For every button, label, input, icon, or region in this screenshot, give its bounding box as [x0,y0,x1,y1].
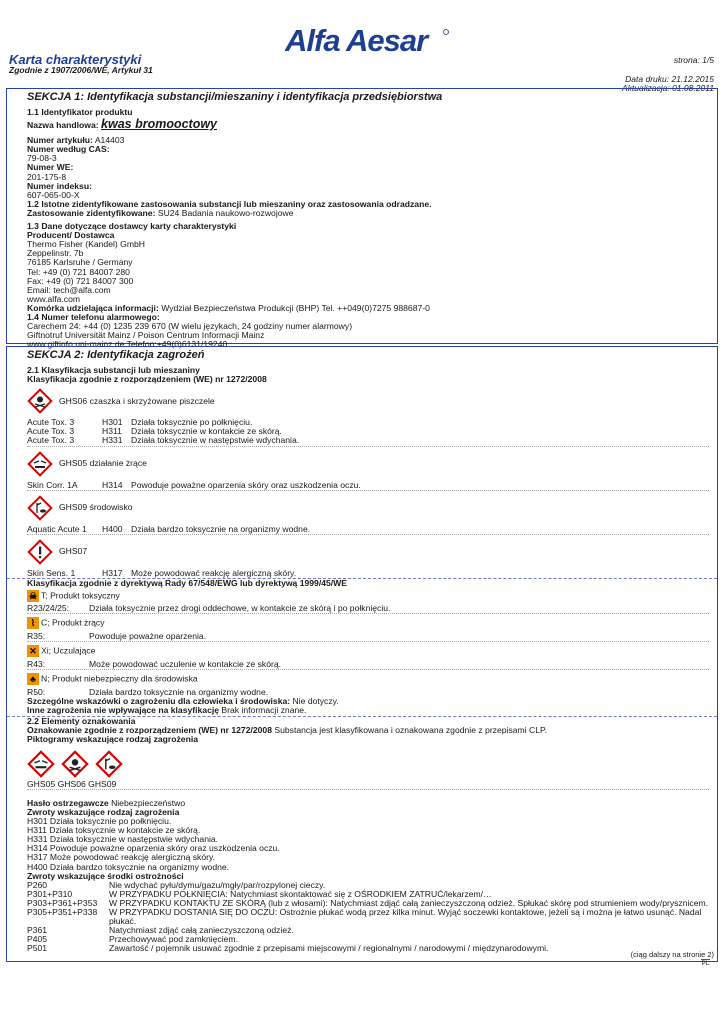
hazard-code: H301 [102,417,123,428]
ghs07-row [27,539,709,565]
p-text: W PRZYPADKU KONTAKTU ZE SKÓRĄ (lub z włosami): Natychmiast zdjąć całą zanieczyszczoną odzież. Spłukać skórę pod strumieniem wody/prysznicem. [109,897,709,908]
ghs06-skull-icon [27,388,53,414]
ghs09-label: GHS09 środowisko [59,502,133,513]
hazard-class: Skin Corr. 1A [27,479,78,490]
emergency-line: www.giftinfo.uni-mainz.de Telefon:+49(0)6131/19240 [27,340,228,350]
ghs06-skull-icon [61,750,89,778]
ghs06-label: GHS06 czaszka i skrzyżowane piszczele [59,395,215,406]
label-value: Substancja jest klasyfikowana i oznakowana zgodnie z przepisami CLP. [274,725,547,735]
hazard-class: Aquatic Acute 1 [27,523,87,534]
p-text: Natychmiast zdjąć całą zanieczyszczoną odzież. [109,925,294,936]
eu-symbol-label: C; Produkt żrący [41,617,105,628]
ghs05-row [27,451,709,477]
alfa-aesar-logo [285,24,450,56]
logo-text: Alfa Aesar [285,24,428,58]
p-code: P361 [27,925,48,936]
hazard-class: Acute Tox. 3 [27,417,75,428]
hazard-class: Acute Tox. 3 [27,426,75,437]
hazard-text: Działa toksycznie w kontakcie ze skórą. [131,426,282,437]
eu-symbol-label: N; Produkt niebezpieczny dla środowiska [41,673,198,684]
ghs07-label: GHS07 [59,546,88,557]
trade-name-label: Nazwa handlowa: [27,120,99,131]
trade-name-row [27,117,709,132]
document-title: Karta charakterystyki [9,52,142,67]
hazard-code: H331 [102,435,123,446]
info-value: Wydział Bezpieczeństwa Produkcji (BHP) Tel. ++049(0)7275 988687-0 [161,303,430,313]
print-date: Data druku: 21.12.2015 [625,73,714,84]
update-date: Aktualizacja: 01.08.2011 [622,83,714,93]
p-text: W PRZYPADKU POŁKNIĘCIA: Natychmiast skontaktować się z OŚRODKIEM ZATRUĆ/lekarzem/… [109,888,492,899]
hazard-text: Powoduje poważne oparzenia skóry oraz uszkodzenia oczu. [131,479,361,490]
h-heading: Zwroty wskazujące rodzaj zagrożenia [27,807,180,817]
section-2 [6,346,718,962]
document-subtitle: Zgodnie z 1907/2006/WE, Artykuł 31 [9,65,153,75]
trade-name: kwas bromooctowy [101,117,218,132]
special-label: Szczególne wskazówki o zagrożeniu dla człowieka i środowiska: [27,697,291,707]
s12-heading: 1.2 Istotne zidentyfikowane zastosowania substancji lub mieszaniny oraz zastosowania odradzane. [27,199,432,209]
continued-note: (ciąg dalszy na stronie 2) [630,950,714,959]
ghs05-label: GHS05 działanie żrące [59,458,147,469]
hazard-code: H400 [102,523,123,534]
emergency-line: Carechem 24: +44 (0) 1235 239 670 (W wielu językach, 24 godziny numer alarmowy) [27,322,353,332]
r-code: R43: [27,659,46,670]
eu-symbol-row [27,617,709,629]
toxic-symbol-icon: ☠ [28,590,38,601]
hazard-code: H314 [102,479,123,490]
s22-heading: 2.2 Elementy oznakowania [27,716,136,726]
ghs09-environment-icon [95,750,123,778]
section-2-title: SEKCJA 2: Identyfikacja zagrożeń [27,349,205,361]
r-text: Działa toksycznie przez drogi oddechowe, w kontakcie ze skórą i po połknięciu. [89,602,391,613]
clp-heading: Klasyfikacja zgodnie z rozporządzeniem (WE) nr 1272/2008 [27,375,267,385]
p-code: P303+P361+P353 [27,897,98,908]
p-code: P405 [27,934,48,945]
language-code: PL [701,959,710,969]
cas-value: 79-08-3 [27,154,57,164]
r-text: Powoduje poważne oparzenia. [89,631,207,642]
logo-icon [285,24,450,58]
address-line: Tel: +49 (0) 721 84007 280 [27,267,130,277]
h-statement: H311 Działa toksycznie w kontakcie ze skórą. [27,826,201,836]
pictogram-row [27,750,709,778]
r-code: R23/24/25: [27,602,70,613]
signal-value: Niebezpieczeństwo [111,798,186,808]
index-label: Numer indeksu: [27,181,92,191]
website-link[interactable]: www.alfa.com [27,294,81,304]
eu-symbol-label: Xi; Uczulające [41,645,96,656]
article-label: Numer artykułu: [27,136,93,146]
h-statement: H331 Działa toksycznie w następstwie wdychania. [27,835,219,845]
environment-symbol-icon: ♣ [27,673,39,685]
h-statement: H317 Może powodować reakcję alergiczną skóry. [27,853,216,863]
article-value: A14403 [94,136,125,146]
hazard-text: Działa toksycznie po połknięciu. [131,417,253,428]
h-statement: H314 Powoduje poważne oparzenia skóry oraz uszkodzenia oczu. [27,844,280,854]
r-text: Może powodować uczulenie w kontakcie ze skórą. [89,659,282,670]
info-label: Komórka udzielająca informacji: [27,303,159,313]
hazard-text: Działa toksycznie w następstwie wdychania. [131,435,300,446]
eu-symbol-row [27,645,709,657]
producer-label: Producent/ Dostawca [27,231,115,241]
eu-symbol-row [27,590,709,602]
p-text: Zawartość / pojemnik usuwać zgodnie z przepisami miejscowymi / regionalnymi / narodowymi / międzynarodowymi. [109,943,549,954]
p-code: P260 [27,879,48,890]
address-line: Zeppelinstr. 7b [27,249,84,259]
corrosive-symbol-icon: ⌇ [27,617,39,629]
p-code: P501 [27,943,48,954]
s14-heading: 1.4 Numer telefonu alarmowego: [27,312,160,322]
ghs09-environment-icon [27,495,53,521]
s11-heading: 1.1 Identyfikator produktu [27,108,133,118]
ghs09-row [27,495,709,521]
p-text: W PRZYPADKU DOSTANIA SIĘ DO OCZU: Ostrożnie płukać wodą przez kilka minut. Wyjąć soczewki kontaktowe, jeżeli są i można je łatwo usunąć. Nadal płukać. [109,907,702,927]
p-text: Przechowywać pod zamknięciem. [109,934,238,945]
hazard-code: H311 [102,426,122,437]
h-statement: H400 Działa bardzo toksycznie na organizmy wodne. [27,862,230,872]
label-heading: Oznakowanie zgodnie z rozporządzeniem (WE) nr 1272/2008 [27,725,272,735]
emergency-line: Giftnotruf Universität Mainz / Poison Centrum Informacji Mainz [27,331,265,341]
dsd-heading: Klasyfikacja zgodnie z dyrektywą Rady 67/548/EWG lub dyrektywą 1999/45/WE [27,578,348,588]
p-heading: Zwroty wskazujące środki ostrożności [27,871,184,881]
s13-heading: 1.3 Dane dotyczące dostawcy karty charakterystyki [27,222,237,232]
p-text: Nie wdychać pyłu/dymu/gazu/mgły/par/rozpylonej cieczy. [109,879,326,890]
other-value: Brak informacji znane. [221,706,307,716]
hazard-text: Działa bardzo toksycznie na organizmy wodne. [131,523,311,534]
address-line: Thermo Fisher (Kandel) GmbH [27,240,145,250]
use-value: SU24 Badania naukowo-rozwojowe [157,208,294,218]
ghs05-corrosion-icon [27,750,55,778]
r-text: Działa bardzo toksycznie na organizmy wodne. [89,687,269,698]
irritant-symbol-icon: ✕ [27,645,39,657]
address-line: 76185 Karlsruhe / Germany [27,258,133,268]
cas-label: Numer według CAS: [27,145,110,155]
ghs06-row [27,388,709,414]
h-statement: H301 Działa toksycznie po połknięciu. [27,817,172,827]
pictogram-caption: GHS05 GHS06 GHS09 [27,780,709,790]
email-link[interactable]: Email: tech@alfa.com [27,285,111,295]
section-1-title: SEKCJA 1: Identyfikacja substancji/mieszaniny i identyfikacja przedsiębiorstwa [27,91,443,103]
p-code: P301+P310 [27,888,73,899]
ghs07-exclamation-icon [27,539,53,565]
we-value: 201-175-8 [27,172,67,182]
ghs05-corrosion-icon [27,451,53,477]
hazard-code: H317 [102,567,123,578]
signal-label: Hasło ostrzegawcze [27,798,109,808]
special-value: Nie dotyczy. [292,697,339,707]
address-line: Fax: +49 (0) 721 84007 300 [27,276,134,286]
we-label: Numer WE: [27,163,74,173]
p-code: P305+P351+P338 [27,907,98,917]
r-code: R35: [27,631,46,642]
s21-heading: 2.1 Klasyfikacja substancji lub mieszaniny [27,366,200,376]
r-code: R50: [27,687,46,698]
section-1 [6,88,718,350]
use-label: Zastosowanie zidentyfikowane: [27,208,156,218]
hazard-class: Acute Tox. 3 [27,435,75,446]
index-value: 607-065-00-X [27,190,80,200]
page-number: strona: 1/5 [673,55,714,65]
eu-symbol-row [27,673,709,685]
pictogram-heading: Piktogramy wskazujące rodzaj zagrożenia [27,734,198,744]
hazard-class: Skin Sens. 1 [27,567,76,578]
eu-symbol-label: T; Produkt toksyczny [41,590,120,601]
other-label: Inne zagrożenia nie wpływające na klasyfikację [27,706,220,716]
hazard-text: Może powodować reakcję alergiczną skóry. [131,567,297,578]
